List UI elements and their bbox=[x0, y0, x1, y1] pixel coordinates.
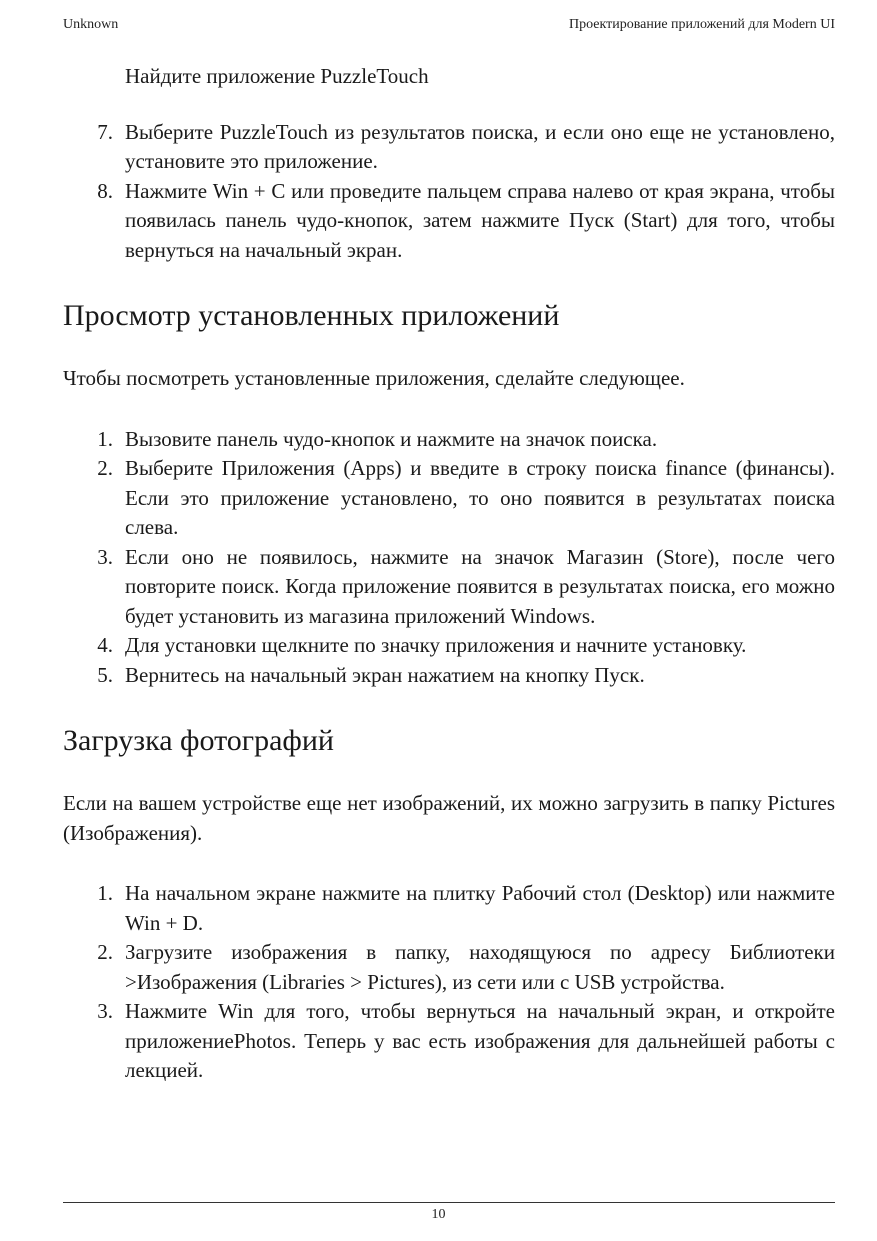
page-content bbox=[63, 62, 835, 1086]
page-number: 10 bbox=[431, 1207, 446, 1222]
section-heading-upload-photos: Загрузка фотографий bbox=[63, 724, 334, 757]
list-item-number: 3. bbox=[97, 544, 113, 569]
list-item-text: Нажмите Win + C или проведите пальцем справа налево от края экрана, чтобы появилась панель чудо-кнопок, затем нажмите Пуск (Start) для того, чтобы вернуться на начальный экран. bbox=[125, 178, 835, 262]
list-item-number: 2. bbox=[97, 456, 113, 480]
list-item bbox=[63, 661, 835, 691]
list-item-text: Нажмите Win для того, чтобы вернуться на начальный экран, и откройте приложениеPhotos. Теперь у вас есть изображения для дальнейшей работы с лекцией. bbox=[125, 999, 835, 1082]
list-item-number: 2. bbox=[97, 940, 113, 964]
list-item-text: Если оно не появилось, нажмите на значок Магазин (Store), после чего повторите поиск. Когда приложение появится в результатах поиска, его можно будет установить из магазина приложений Windows. bbox=[125, 544, 835, 628]
list-item bbox=[63, 879, 835, 938]
section-intro-upload-photos: Если на вашем устройстве еще нет изображений, их можно загрузить в папку Pictures (Изображения). bbox=[63, 791, 835, 845]
list-item bbox=[63, 177, 835, 266]
list-item-text: Для установки щелкните по значку приложения и начните установку. bbox=[125, 633, 747, 657]
list-item-text: Выберите PuzzleTouch из результатов поиска, и если оно еще не установлено, установите это приложение. bbox=[125, 119, 835, 173]
section-heading-installed-apps: Просмотр установленных приложений bbox=[63, 299, 560, 332]
list-item bbox=[63, 425, 835, 455]
install-steps-list bbox=[63, 118, 835, 266]
list-item-text: Вызовите панель чудо-кнопок и нажмите на значок поиска. bbox=[125, 426, 658, 451]
section-intro-installed-apps: Чтобы посмотреть установленные приложения, сделайте следующее. bbox=[63, 366, 685, 390]
list-item bbox=[63, 631, 835, 661]
installed-apps-steps-list bbox=[63, 425, 835, 691]
list-item bbox=[63, 938, 835, 997]
running-header-left: Unknown bbox=[63, 17, 119, 32]
list-item-text: Вернитесь на начальный экран нажатием на кнопку Пуск. bbox=[125, 662, 645, 687]
running-header-right: Проектирование приложений для Modern UI bbox=[568, 17, 835, 32]
list-item-number: 1. bbox=[97, 426, 113, 451]
list-item-text: Выберите Приложения (Apps) и введите в строку поиска finance (финансы). Если это приложение установлено, то оно появится в результатах поиска слева. bbox=[125, 456, 835, 539]
list-item-number: 4. bbox=[97, 633, 113, 657]
list-item bbox=[63, 997, 835, 1086]
list-item-number: 7. bbox=[97, 119, 113, 144]
list-item bbox=[63, 454, 835, 543]
list-item bbox=[63, 118, 835, 177]
list-item-text: На начальном экране нажмите на плитку Рабочий стол (Desktop) или нажмите Win + D. bbox=[125, 881, 835, 935]
list-continuation-line: Найдите приложение PuzzleTouch bbox=[125, 64, 429, 88]
footer-divider bbox=[63, 1202, 835, 1203]
list-item bbox=[63, 543, 835, 632]
list-item-number: 1. bbox=[97, 881, 113, 905]
list-item-number: 5. bbox=[97, 662, 113, 687]
list-item-text: Загрузите изображения в папку, находящуюся по адресу Библиотеки >Изображения (Libraries > Pictures), из сети или с USB устройства. bbox=[125, 940, 835, 994]
upload-photos-steps-list bbox=[63, 879, 835, 1086]
list-item-number: 3. bbox=[97, 999, 113, 1023]
list-item-number: 8. bbox=[97, 178, 113, 203]
